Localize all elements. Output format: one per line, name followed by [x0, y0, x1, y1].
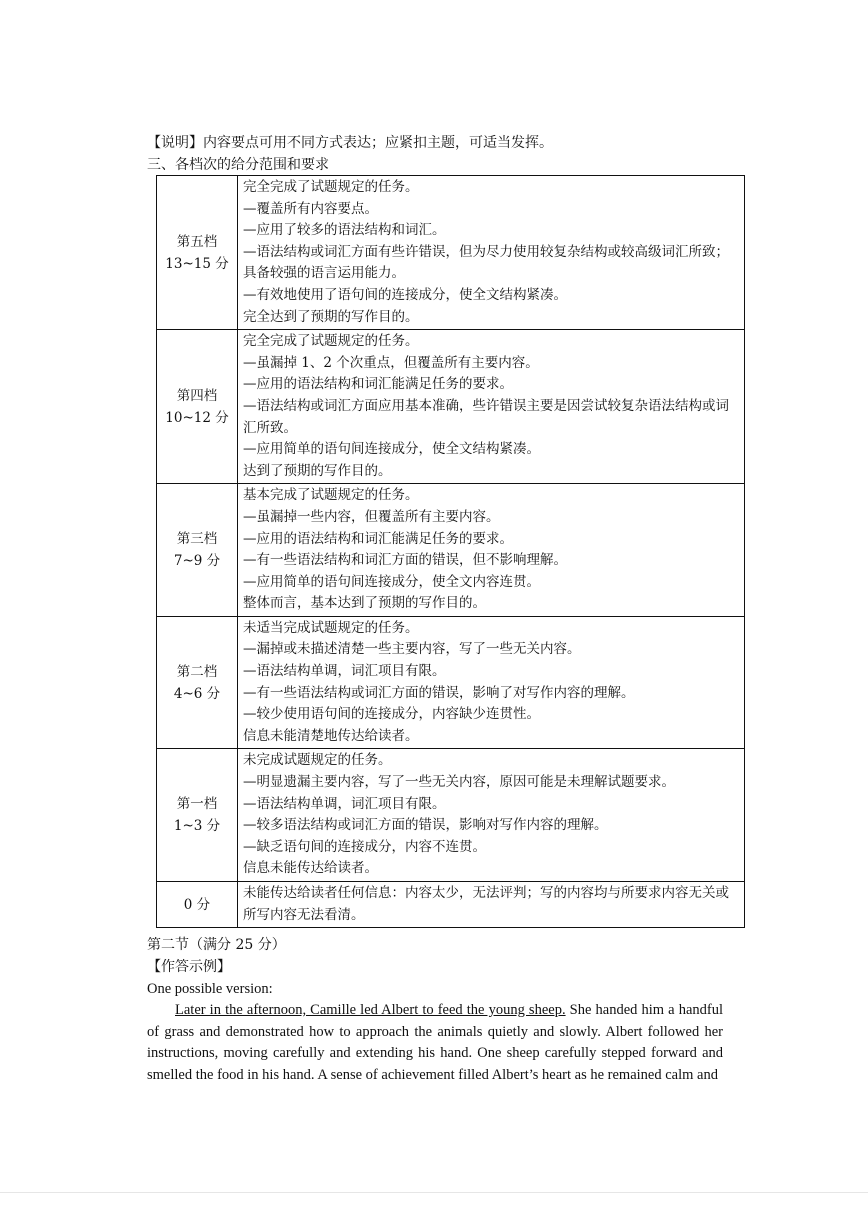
criteria-line: 未适当完成试题规定的任务。	[243, 619, 419, 636]
essay-underlined-opening: Later in the afternoon, Camille led Albert to feed the young sheep.	[175, 1002, 566, 1018]
criteria-line: 信息未能清楚地传达给读者。	[243, 727, 419, 744]
band-name: 第五档	[176, 233, 218, 250]
rubric-row-band5	[157, 176, 745, 330]
band-label-cell	[157, 484, 238, 617]
criteria-line: —语法结构单调，词汇项目有限。	[243, 795, 446, 812]
criteria-line: 基本完成了试题规定的任务。	[243, 487, 419, 504]
criteria-line: 完全完成了试题规定的任务。	[243, 179, 419, 195]
essay-paragraph	[147, 1000, 723, 1086]
band-description-cell	[238, 484, 745, 617]
criteria-line: 未能传达给读者任何信息：内容太少，无法评判；写的内容均与所要求内容无关或所写内容无法看清。	[243, 885, 729, 923]
band-description-cell	[238, 882, 745, 928]
band-description-cell	[238, 330, 745, 484]
criteria-line: —较多语法结构或词汇方面的错误，影响对写作内容的理解。	[243, 817, 608, 834]
criteria-line: 完全达到了预期的写作目的。	[243, 308, 419, 325]
criteria-line: —语法结构或词汇方面有些许错误，但为尽力使用较复杂结构或较高级词汇所致；具备较强的语言运用能力。	[243, 243, 729, 282]
band-range: 13~15 分	[165, 255, 229, 272]
criteria-line: —缺乏语句间的连接成分，内容不连贯。	[243, 838, 486, 855]
criteria-line: 完全完成了试题规定的任务。	[243, 333, 419, 350]
band-label-cell	[157, 616, 238, 749]
criteria-line: —有效地使用了语句间的连接成分，使全文结构紧凑。	[243, 286, 567, 303]
version-label: One possible version:	[147, 981, 273, 997]
band-description-cell	[238, 616, 745, 749]
criteria-line: 整体而言，基本达到了预期的写作目的。	[243, 595, 486, 612]
criteria-line: —有一些语法结构或词汇方面的错误，影响了对写作内容的理解。	[243, 684, 635, 701]
sample-heading: 【作答示例】	[147, 959, 231, 975]
page-bottom-divider	[0, 1192, 868, 1193]
criteria-line: 达到了预期的写作目的。	[243, 462, 392, 479]
criteria-line: —应用了较多的语法结构和词汇。	[243, 222, 446, 239]
rubric-row-band2	[157, 616, 745, 749]
criteria-line: —有一些语法结构和词汇方面的错误，但不影响理解。	[243, 552, 567, 569]
rubric-row-band3	[157, 484, 745, 617]
band-range: 7~9 分	[173, 553, 221, 570]
criteria-line: —虽漏掉一些内容，但覆盖所有主要内容。	[243, 508, 500, 525]
criteria-line: 未完成试题规定的任务。	[243, 752, 392, 769]
criteria-line: —语法结构单调，词汇项目有限。	[243, 663, 446, 680]
band-range: 4~6 分	[173, 685, 221, 702]
rubric-row-band0	[157, 882, 745, 928]
note-line: 【说明】内容要点可用不同方式表达；应紧扣主题，可适当发挥。	[147, 135, 553, 151]
essay-body-text: She handed him a handful of grass and demonstrated how to approach the animals quietly and slowly. Albert followed her instructions, moving carefully and extending his hand. One sheep carefully stepped forward and smelled the food in his hand. A sense of achievement filled Albert’s heart as he remained calm and	[147, 1002, 723, 1083]
band-name: 第四档	[176, 387, 218, 404]
criteria-line: —覆盖所有内容要点。	[243, 200, 378, 217]
rubric-row-band4	[157, 330, 745, 484]
band-range: 0 分	[183, 896, 211, 913]
band-name: 第一档	[176, 796, 218, 813]
band-name: 第三档	[176, 531, 218, 548]
criteria-line: —应用的语法结构和词汇能满足任务的要求。	[243, 376, 513, 393]
criteria-line: —漏掉或未描述清楚一些主要内容，写了一些无关内容。	[243, 641, 581, 658]
section-two-title: 第二节（满分 25 分）	[147, 937, 286, 953]
band-description-cell	[238, 749, 745, 882]
criteria-line: —应用简单的语句间连接成分，使全文内容连贯。	[243, 573, 540, 590]
band-range: 1~3 分	[173, 818, 221, 835]
band-range: 10~12 分	[165, 409, 229, 426]
criteria-line: —明显遗漏主要内容，写了一些无关内容，原因可能是未理解试题要求。	[243, 774, 675, 791]
rubric-row-band1	[157, 749, 745, 882]
band-name: 第二档	[176, 663, 218, 680]
band-label-cell	[157, 330, 238, 484]
band-label-cell	[157, 749, 238, 882]
band-label-cell	[157, 176, 238, 330]
criteria-line: —应用简单的语句间连接成分，使全文结构紧凑。	[243, 441, 540, 458]
criteria-line: 信息未能传达给读者。	[243, 860, 378, 877]
band-description-cell	[238, 176, 745, 330]
section-three-title: 三、各档次的给分范围和要求	[147, 157, 329, 173]
criteria-line: —语法结构或词汇方面应用基本准确，些许错误主要是因尝试较复杂语法结构或词汇所致。	[243, 397, 729, 436]
criteria-line: —较少使用语句间的连接成分，内容缺少连贯性。	[243, 706, 540, 723]
criteria-line: —应用的语法结构和词汇能满足任务的要求。	[243, 530, 513, 547]
criteria-line: —虽漏掉 1、2 个次重点，但覆盖所有主要内容。	[243, 354, 539, 371]
scoring-rubric-table	[156, 175, 745, 928]
band-label-cell	[157, 882, 238, 928]
